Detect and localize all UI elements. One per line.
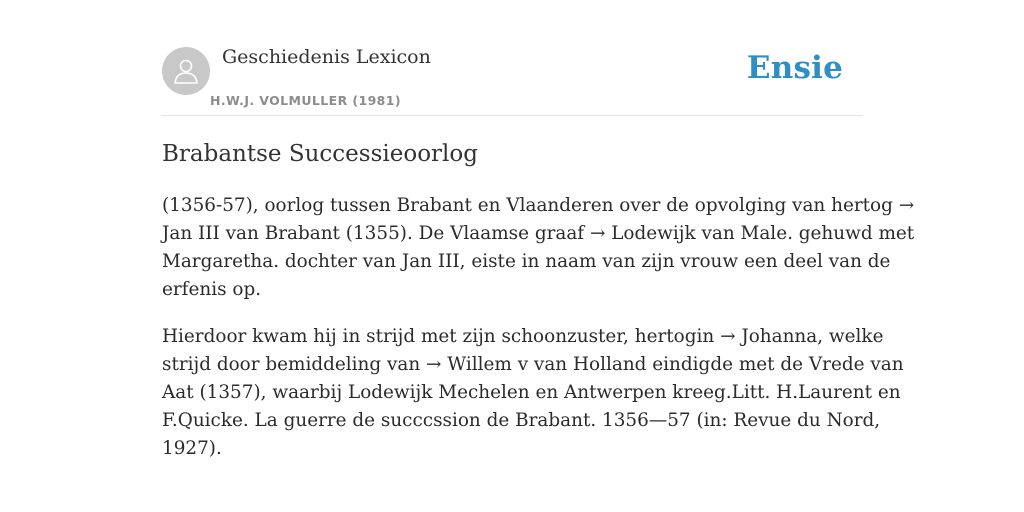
text-line: Jan III van Brabant (1355). De Vlaamse graaf → Lodewijk van Male. gehuwd met <box>162 223 915 244</box>
text-line: F.Quicke. La guerre de succcssion de Brabant. 1356—57 (in: Revue du Nord, <box>162 410 881 431</box>
text-line: erfenis op. <box>162 279 262 300</box>
text-line: Margaretha. dochter van Jan III, eiste in naam van zijn vrouw een deel van de <box>162 251 891 272</box>
entry-card <box>162 44 915 463</box>
user-icon <box>171 56 201 86</box>
entry-paragraph-2 <box>162 323 904 463</box>
ensie-logo[interactable]: Ensie <box>746 50 843 86</box>
source-title-link[interactable]: Geschiedenis Lexicon <box>222 46 431 68</box>
entry-paragraph-1 <box>162 192 915 304</box>
text-line: Hierdoor kwam hij in strijd met zijn schoonzuster, hertogin → Johanna, welke <box>162 326 884 347</box>
text-line: (1356-57), oorlog tussen Brabant en Vlaanderen over de opvolging van hertog → <box>162 195 915 216</box>
page-title: Brabantse Successieoorlog <box>162 141 478 167</box>
entry-header <box>162 44 862 116</box>
avatar[interactable] <box>162 47 210 95</box>
author-label: H.W.J. VOLMULLER (1981) <box>210 93 401 108</box>
text-line: 1927). <box>162 438 222 459</box>
text-line: Aat (1357), waarbij Lodewijk Mechelen en Antwerpen kreeg.Litt. H.Laurent en <box>162 382 901 403</box>
text-line: strijd door bemiddeling van → Willem v van Holland eindigde met de Vrede van <box>162 354 904 375</box>
